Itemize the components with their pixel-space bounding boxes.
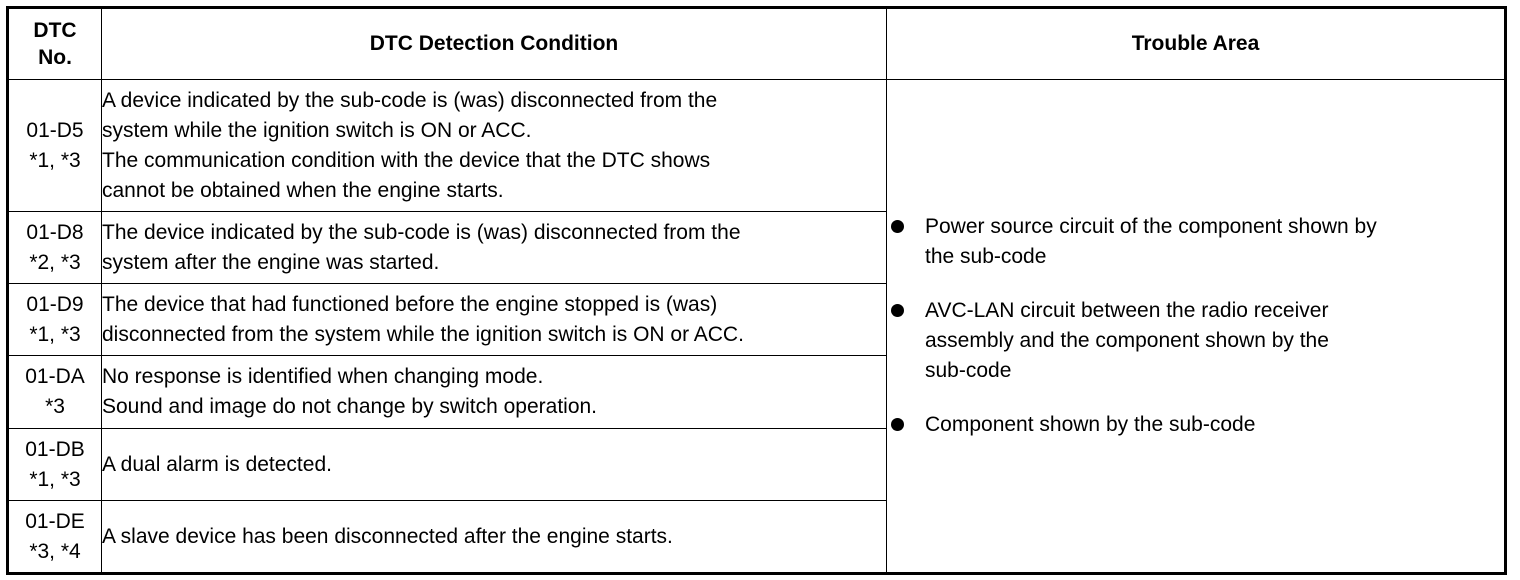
trouble-area-item xyxy=(887,296,1504,386)
detection-condition-cell xyxy=(102,80,887,212)
trouble-area-line: Component shown by the sub-code xyxy=(925,413,1256,436)
dtc-code-cell xyxy=(8,429,102,501)
condition-line: Sound and image do not change by switch operation. xyxy=(102,395,598,418)
trouble-area-cell xyxy=(887,80,1506,574)
header-detection-condition: DTC Detection Condition xyxy=(102,8,887,80)
trouble-area-line: Power source circuit of the component shown by xyxy=(925,215,1377,238)
condition-line: No response is identified when changing mode. xyxy=(102,365,544,388)
header-dtc-no-line2: No. xyxy=(38,46,72,69)
dtc-notes: *3, *4 xyxy=(29,539,81,563)
header-dtc-no xyxy=(8,8,102,80)
condition-line: cannot be obtained when the engine starts. xyxy=(102,178,504,202)
dtc-code-cell xyxy=(8,80,102,212)
dtc-code-cell xyxy=(8,212,102,284)
condition-line: The communication condition with the device that the DTC shows xyxy=(102,148,711,172)
dtc-notes: *1, *3 xyxy=(29,467,81,491)
dtc-code-cell xyxy=(8,284,102,356)
condition-line: A slave device has been disconnected after the engine starts. xyxy=(102,524,673,548)
dtc-code: 01-DB xyxy=(25,437,85,461)
dtc-notes: *1, *3 xyxy=(29,148,81,172)
trouble-area-line: sub-code xyxy=(925,359,1012,382)
header-dtc-no-line1: DTC xyxy=(33,19,77,42)
condition-line: system while the ignition switch is ON or ACC. xyxy=(102,118,532,142)
condition-line: The device indicated by the sub-code is (was) disconnected from the xyxy=(102,220,741,244)
dtc-notes: *2, *3 xyxy=(29,250,81,274)
trouble-area-item xyxy=(887,212,1504,272)
trouble-area-item xyxy=(887,410,1504,440)
dtc-code-cell xyxy=(8,356,102,429)
condition-line: A dual alarm is detected. xyxy=(102,452,332,476)
header-trouble-area: Trouble Area xyxy=(887,8,1506,80)
bullet-icon xyxy=(891,220,904,233)
detection-condition-cell xyxy=(102,356,887,429)
condition-line: disconnected from the system while the ignition switch is ON or ACC. xyxy=(102,322,744,346)
dtc-code: 01-DE xyxy=(25,509,85,533)
dtc-code-cell xyxy=(8,501,102,574)
trouble-area-line: assembly and the component shown by the xyxy=(925,329,1329,352)
condition-line: system after the engine was started. xyxy=(102,250,440,274)
detection-condition-cell xyxy=(102,501,887,574)
dtc-table xyxy=(6,6,1507,575)
bullet-icon xyxy=(891,304,904,317)
condition-line: The device that had functioned before the engine stopped is (was) xyxy=(102,292,718,316)
dtc-code: 01-DA xyxy=(25,365,85,388)
dtc-notes: *3 xyxy=(45,395,65,418)
header-row xyxy=(8,8,1506,80)
dtc-notes: *1, *3 xyxy=(29,322,81,346)
bullet-icon xyxy=(891,418,904,431)
detection-condition-cell xyxy=(102,429,887,501)
dtc-code: 01-D8 xyxy=(26,220,84,244)
trouble-area-list xyxy=(887,212,1504,440)
detection-condition-cell xyxy=(102,212,887,284)
detection-condition-cell xyxy=(102,284,887,356)
dtc-code: 01-D9 xyxy=(26,292,84,316)
dtc-code: 01-D5 xyxy=(26,118,84,142)
trouble-area-line: the sub-code xyxy=(925,245,1047,268)
trouble-area-line: AVC-LAN circuit between the radio receiver xyxy=(925,299,1329,322)
condition-line: A device indicated by the sub-code is (was) disconnected from the xyxy=(102,88,718,112)
table-row xyxy=(8,80,1506,212)
